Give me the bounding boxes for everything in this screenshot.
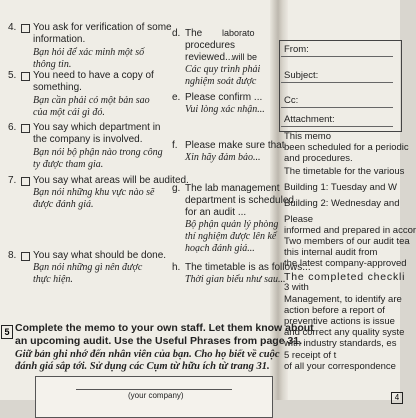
checkbox-icon [21,24,30,33]
memo-body-line: 3 with [284,282,309,293]
option-line: procedures [185,40,236,51]
option-letter: e. [172,92,181,103]
option-line: Xin hãy đảm bảo... [185,152,261,163]
memo-body-line: The completed checkli [284,271,406,283]
checkbox-icon [21,124,30,133]
option-line: Vui lòng xác nhận... [185,104,265,115]
memo-body-line: preventive actions is issue [284,316,395,327]
memo-body-line: of all your correspondence [284,361,396,372]
option-letter: f. [172,140,178,151]
item-vietnamese-line-2: thực hiện. [33,274,73,285]
memo-body-line: Building 1: Tuesday and W [284,182,398,193]
item-vietnamese-line-2: được đánh giá. [33,199,94,210]
company-label: (your company) [128,391,184,400]
option-letter: d. [172,28,181,39]
option-line: The [185,28,203,39]
memo-box [35,376,273,418]
page-marker: 4 [391,392,403,404]
item-english-line-2: something. [33,82,82,93]
memo-body-line: the latest company-approved [284,258,407,269]
memo-field-line [281,82,393,83]
item-number: 7. [8,175,17,186]
option-letter: g. [172,183,181,194]
memo-field-line [281,107,393,108]
item-english-line-1: You ask for verification of some [33,22,172,33]
option-line: Các quy trình phải [185,64,261,75]
memo-body-line: informed and prepared in accor [284,225,416,236]
memo-body-line: action before a report of [284,305,385,316]
exercise-instruction-vi-2: đánh giá sắp tới. Sử dụng các Cụm từ hữu ích từ trang 31. [15,361,270,372]
item-vietnamese-line-1: Bạn hỏi để xác minh một số [33,47,145,58]
option-line: Thời gian biểu như sau... [185,274,286,285]
exercise-instruction-en-1: Complete the memo to your own staff. Let them know about [15,322,314,334]
memo-body-line: this internal audit from [284,247,378,258]
item-vietnamese-line-1: Bạn nói những gì nên được [33,262,143,273]
checkbox-icon [21,72,30,81]
exercise-instruction-vi-1: Giữ bản ghi nhớ đến nhân viên của bạn. Cho họ biết về cuộc [15,349,280,360]
memo-body-line: been scheduled for a periodic [284,142,409,153]
exercise-instruction-en-2: an upcoming audit. Use the Useful Phrases from page 31. [15,335,303,347]
memo-body-line: and correct any quality syste [284,327,405,338]
option-line: The lab management [185,183,280,194]
checkbox-icon [21,177,30,186]
item-english-line-2: information. [33,34,86,45]
option-line: Please confirm ... [185,92,263,103]
memo-field-label: Attachment: [284,114,335,125]
item-number: 8. [8,250,17,261]
item-number: 6. [8,122,17,133]
item-vietnamese-line-1: Bạn nói những khu vực nào sẽ [33,187,155,198]
item-english-line-1: You say what should be done. [33,250,167,261]
item-vietnamese-line-1: Bạn cần phải có một bản sao [33,95,150,106]
company-line [76,389,232,390]
memo-field-label: Cc: [284,95,299,106]
item-number: 4. [8,22,17,33]
memo-field-line [281,56,393,57]
memo-body-line: Two members of our audit tea [284,236,410,247]
option-overflow-text: laborato [222,28,255,38]
item-english-line-1: You need to have a copy of [33,70,154,81]
memo-field-label: Subject: [284,70,319,81]
item-english-line-1: You say what areas will be audited. [33,175,189,186]
item-vietnamese-line-2: ty được tham gia. [33,159,104,170]
option-line: reviewed... [185,52,234,63]
option-line: thí nghiệm được lên kế [185,231,277,242]
option-line: department is scheduled [185,195,294,206]
item-english-line-2: the company is involved. [33,134,143,145]
memo-body-line: and procedures. [284,153,353,164]
memo-field-line [281,126,393,127]
option-line: Please make sure that [185,140,285,151]
memo-body-line: Please [284,214,314,225]
option-line: The timetable is as follows... [185,262,311,273]
item-english-line-1: You say which department in [33,122,161,133]
option-line: for an audit ... [185,207,247,218]
option-line: nghiệm soát được [185,76,257,87]
memo-body-line: Building 2: Wednesday and [284,198,400,209]
checkbox-icon [21,252,30,261]
exercise-number: 5 [1,325,13,339]
item-vietnamese-line-2: của một cái gì đó. [33,107,105,118]
memo-body-line: 5 receipt of t [284,350,337,361]
memo-body-line: Management, to identify are [284,294,402,305]
option-overflow-text: will be [232,52,258,62]
memo-body-line: with industry standards, es [284,338,397,349]
memo-body-line: This memo [284,131,331,142]
item-vietnamese-line-2: thông tin. [33,59,72,70]
option-line: Bộ phận quản lý phòng [185,219,279,230]
item-number: 5. [8,70,17,81]
memo-body-line: The timetable for the various [284,166,405,177]
option-line: hoạch đánh giá... [185,243,255,254]
memo-field-label: From: [284,44,309,55]
item-vietnamese-line-1: Bạn nói bộ phận nào trong công [33,147,163,158]
option-letter: h. [172,262,181,273]
